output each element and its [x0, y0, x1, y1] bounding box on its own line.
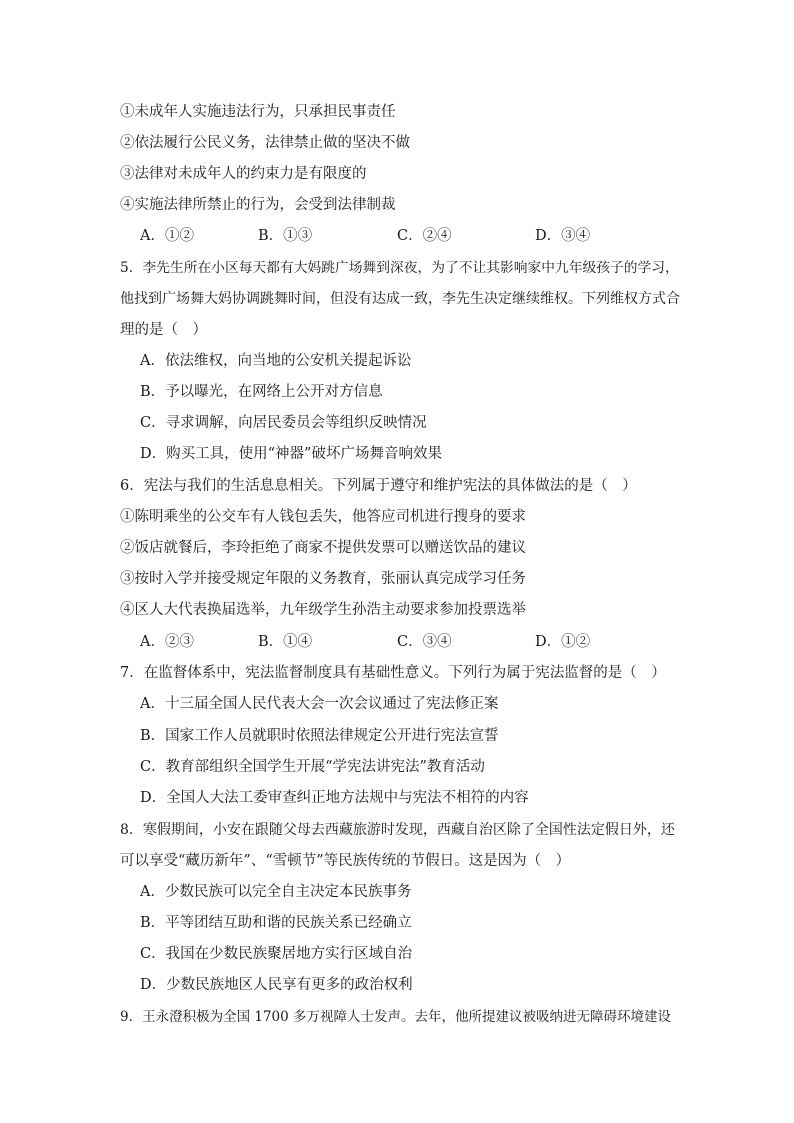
q7-option-a: A．十三届全国人民代表大会一次会议通过了宪法修正案: [140, 696, 499, 712]
q4-statement-3: ③法律对未成年人的约束力是有限度的: [120, 166, 367, 182]
q8-option-c: C．我国在少数民族聚居地方实行区域自治: [140, 946, 413, 962]
q8-option-b: B．平等团结互助和谐的民族关系已经确立: [140, 915, 412, 931]
q6-statement-2: ②饭店就餐后，李玲拒绝了商家不提供发票可以赠送饮品的建议: [120, 540, 526, 556]
q4-statement-2: ②依法履行公民义务，法律禁止做的坚决不做: [120, 135, 410, 151]
q6-statement-4: ④区人大代表换届选举，九年级学生孙浩主动要求参加投票选举: [120, 602, 526, 618]
q5-stem-line-3: 理的是（ ）: [120, 322, 207, 338]
q5-stem-line-1: 5．李先生所在小区每天都有大妈跳广场舞到深夜，为了不让其影响家中九年级孩子的学习，: [120, 260, 679, 276]
q5-option-d: D．购买工具，使用“神器”破坏广场舞音响效果: [140, 446, 442, 462]
q6-statement-3: ③按时入学并接受规定年限的义务教育，张丽认真完成学习任务: [120, 571, 526, 587]
q4-option-a: A．①②: [140, 228, 194, 244]
q6-option-a: A．②③: [140, 634, 194, 650]
q6-options: [140, 632, 660, 652]
q5-option-b: B．予以曝光，在网络上公开对方信息: [140, 384, 383, 400]
q7-stem: 7．在监督体系中，宪法监督制度具有基础性意义。下列行为属于宪法监督的是（ ）: [120, 665, 666, 681]
q6-option-d: D．①②: [535, 634, 591, 650]
q7-option-c: C．教育部组织全国学生开展“学宪法讲宪法”教育活动: [140, 759, 485, 775]
q8-stem-line-2: 可以享受“藏历新年”、“雪顿节”等民族传统的节假日。这是因为（ ）: [120, 853, 571, 869]
q9-stem-line-1: 9．王永澄积极为全国 1700 多万视障人士发声。去年，他所提建议被吸纳进无障碍环境建设: [120, 1009, 672, 1025]
q4-option-b: B．①③: [258, 228, 313, 244]
q8-stem-line-1: 8．寒假期间，小安在跟随父母去西藏旅游时发现，西藏自治区除了全国性法定假日外，还: [120, 822, 675, 838]
q8-option-a: A．少数民族可以完全自主决定本民族事务: [140, 884, 412, 900]
q6-statement-1: ①陈明乘坐的公交车有人钱包丢失，他答应司机进行搜身的要求: [120, 509, 526, 525]
q5-option-c: C．寻求调解，向居民委员会等组织反映情况: [140, 415, 427, 431]
q4-statement-1: ①未成年人实施违法行为，只承担民事责任: [120, 104, 396, 120]
q6-option-c: C．③④: [397, 634, 452, 650]
q4-option-c: C．②④: [397, 228, 452, 244]
q6-option-b: B．①④: [258, 634, 313, 650]
q6-stem: 6．宪法与我们的生活息息相关。下列属于遵守和维护宪法的具体做法的是（ ）: [120, 478, 637, 494]
q7-option-d: D．全国人大法工委审查纠正地方法规中与宪法不相符的内容: [140, 790, 529, 806]
q7-option-b: B．国家工作人员就职时依照法律规定公开进行宪法宣誓: [140, 728, 499, 744]
q8-option-d: D．少数民族地区人民享有更多的政治权利: [140, 977, 413, 993]
q5-stem-line-2: 他找到广场舞大妈协调跳舞时间，但没有达成一致，李先生决定继续维权。下列维权方式合: [120, 291, 680, 307]
q4-options: [140, 226, 660, 246]
q4-statement-4: ④实施法律所禁止的行为，会受到法律制裁: [120, 197, 396, 213]
q4-option-d: D．③④: [535, 228, 591, 244]
q5-option-a: A．依法维权，向当地的公安机关提起诉讼: [140, 353, 412, 369]
